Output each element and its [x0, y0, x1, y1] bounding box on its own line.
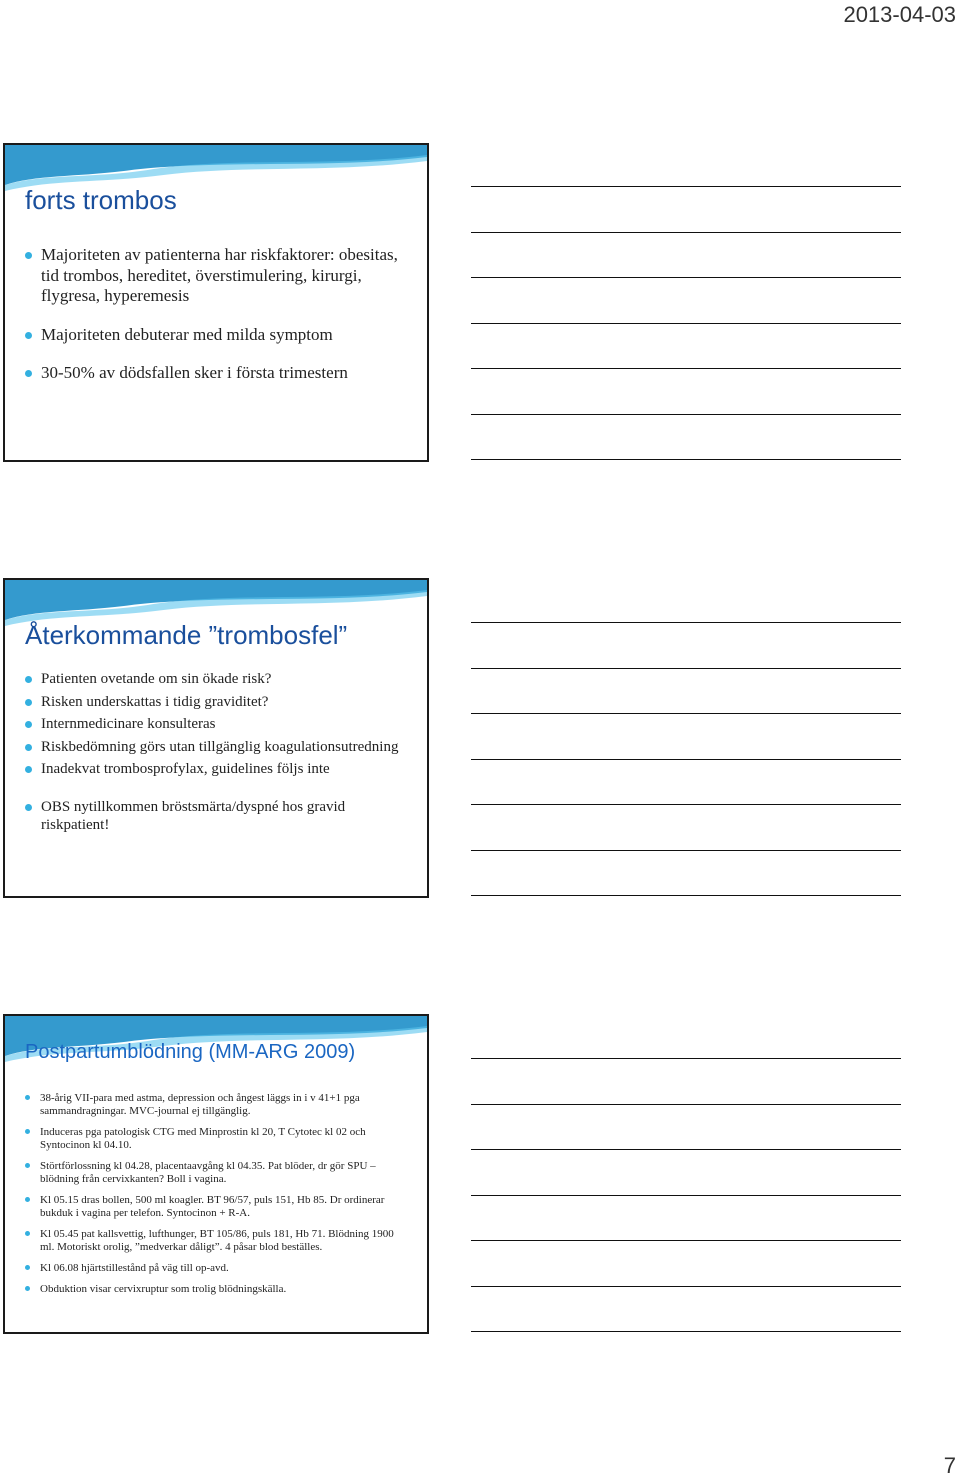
bullet-item: Majoriteten av patienterna har riskfaktorer: obesitas, tid trombos, hereditet, överstimulering, kirurgi, flygresa, hyperemesis	[25, 245, 409, 307]
bullet-list	[25, 670, 409, 839]
slide-title: Postpartumblödning (MM-ARG 2009)	[25, 1041, 356, 1063]
bullet-item: Patienten ovetande om sin ökade risk?	[25, 670, 409, 688]
slide-postpartumblodning	[3, 1014, 429, 1334]
bullet-item: Inadekvat trombosprofylax, guidelines följs inte	[25, 760, 409, 778]
bullet-item: OBS nytillkommen bröstsmärta/dyspné hos gravid riskpatient!	[25, 798, 409, 834]
bullet-item: Risken underskattas i tidig graviditet?	[25, 693, 409, 711]
notes-lines-3	[471, 1058, 901, 1377]
bullet-item: Internmedicinare konsulteras	[25, 715, 409, 733]
bullet-list	[25, 245, 409, 392]
date-header: 2013-04-03	[843, 2, 956, 27]
notes-lines-1	[471, 186, 901, 505]
bullet-item: Obduktion visar cervixruptur som trolig blödningskälla.	[25, 1283, 409, 1296]
bullet-item: 30-50% av dödsfallen sker i första trimestern	[25, 363, 409, 384]
bullet-item: Kl 05.45 pat kallsvettig, lufthunger, BT 105/86, puls 181, Hb 71. Blödning 1900 ml. Motoriskt orolig, ”medverkar dåligt”. 4 påsar blod beställes.	[25, 1228, 409, 1254]
bullet-item: Induceras pga patologisk CTG med Minprostin kl 20, T Cytotec kl 02 och Syntocinon kl 04.10.	[25, 1126, 409, 1152]
bullet-item: Störtförlossning kl 04.28, placentaavgång kl 04.35. Pat blöder, dr gör SPU – blödning från cervixkanten? Boll i vagina.	[25, 1160, 409, 1186]
bullet-list	[25, 1092, 409, 1304]
page-number: 7	[943, 1453, 956, 1478]
slide-title: Återkommande ”trombosfel”	[25, 620, 348, 650]
bullet-item: Majoriteten debuterar med milda symptom	[25, 325, 409, 346]
slide-title: forts trombos	[25, 185, 177, 215]
bullet-item: Kl 06.08 hjärtstillestånd på väg till op-avd.	[25, 1262, 409, 1275]
bullet-item: Riskbedömning görs utan tillgänglig koagulationsutredning	[25, 738, 409, 756]
bullet-item: 38-årig VII-para med astma, depression och ångest läggs in i v 41+1 pga sammandragningar. MVC-journal ej tillgänglig.	[25, 1092, 409, 1118]
slide-forts-trombos	[3, 143, 429, 462]
bullet-item: Kl 05.15 dras bollen, 500 ml koagler. BT 96/57, puls 151, Hb 85. Dr ordinerar bukduk i vagina per telefon. Syntocinon + R-A.	[25, 1194, 409, 1220]
notes-lines-2	[471, 622, 901, 941]
slide-aterkommande-trombosfel	[3, 578, 429, 898]
